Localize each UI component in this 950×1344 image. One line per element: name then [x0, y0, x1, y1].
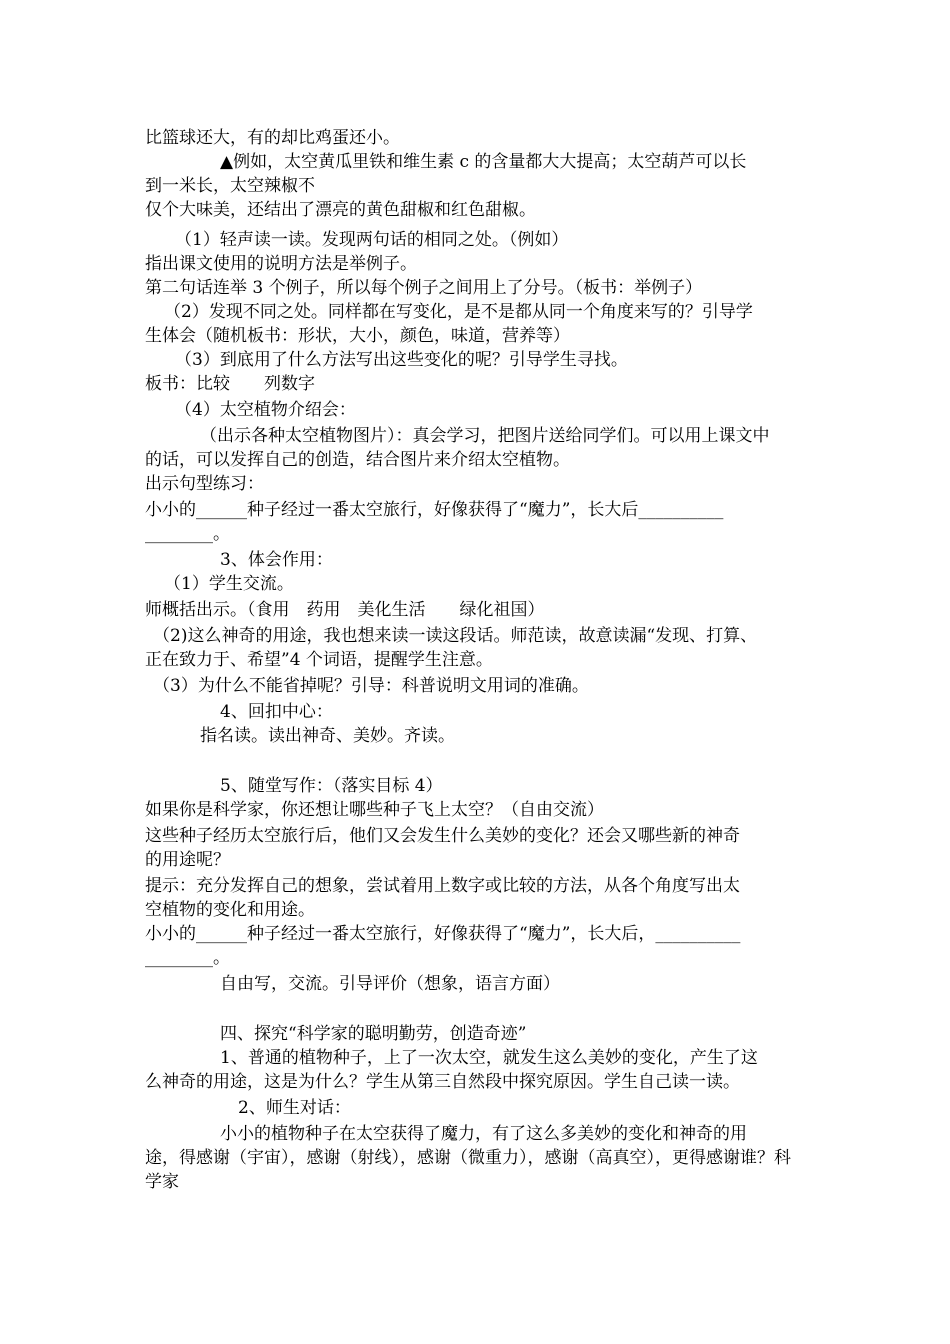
text-line: 比篮球还大，有的却比鸡蛋还小。	[145, 128, 400, 148]
text-line: 到一米长，太空辣椒不	[145, 176, 315, 196]
text-line: （4）太空植物介绍会：	[175, 400, 356, 420]
text-line: 生体会（随机板书：形状，大小，颜色，味道，营养等）	[145, 326, 570, 346]
text-line: 途，得感谢（宇宙），感谢（射线），感谢（微重力），感谢（高真空），更得感谢谁？科	[145, 1148, 791, 1168]
text-line: 第二句话连举 3 个例子，所以每个例子之间用上了分号。（板书：举例子）	[145, 278, 703, 298]
text-line: 3、体会作用：	[220, 550, 333, 570]
text-line: 小小的植物种子在太空获得了魔力，有了这么多美妙的变化和神奇的用	[220, 1124, 747, 1144]
text-line: 如果你是科学家，你还想让哪些种子飞上太空？（自由交流）	[145, 800, 604, 820]
text-line: 学家	[145, 1172, 179, 1192]
text-line: （3）到底用了什么方法写出这些变化的呢？引导学生寻找。	[175, 350, 628, 370]
text-line: 小小的______种子经过一番太空旅行，好像获得了“魔力”，长大后，__________	[145, 924, 741, 944]
section-heading: 四、探究“科学家的聪明勤劳，创造奇迹”	[220, 1024, 527, 1044]
text-line: ________。	[145, 524, 230, 544]
text-line: 这些种子经历太空旅行后，他们又会发生什么美妙的变化？还会又哪些新的神奇	[145, 826, 740, 846]
text-line: 师概括出示。（食用 药用 美化生活 绿化祖国）	[145, 600, 545, 620]
text-line: 1、普通的植物种子，上了一次太空，就发生这么美妙的变化，产生了这	[220, 1048, 758, 1068]
text-line: 么神奇的用途，这是为什么？学生从第三自然段中探究原因。学生自己读一读。	[145, 1072, 740, 1092]
text-line: （1）学生交流。	[164, 574, 294, 594]
text-line: 4、回扣中心：	[220, 702, 333, 722]
text-line: 仅个大味美，还结出了漂亮的黄色甜椒和红色甜椒。	[145, 200, 536, 220]
text-line: 提示：充分发挥自己的想象，尝试着用上数字或比较的方法，从各个角度写出太	[145, 876, 740, 896]
text-line: 2、师生对话：	[238, 1098, 351, 1118]
text-line: 板书：比较 列数字	[145, 374, 315, 394]
text-line: 小小的______种子经过一番太空旅行，好像获得了“魔力”，长大后__________	[145, 500, 724, 520]
text-line: 的用途呢？	[145, 850, 230, 870]
text-line: 的话，可以发挥自己的创造，结合图片来介绍太空植物。	[145, 450, 570, 470]
text-line: （出示各种太空植物图片）：真会学习，把图片送给同学们。可以用上课文中	[200, 426, 770, 446]
text-line: （1）轻声读一读。发现两句话的相同之处。（例如）	[175, 230, 569, 250]
text-line: （2）发现不同之处。同样都在写变化，是不是都从同一个角度来写的？引导学	[164, 302, 753, 322]
text-line: ________。	[145, 948, 230, 968]
text-line: 自由写，交流。引导评价（想象，语言方面）	[220, 974, 560, 994]
text-line: 出示句型练习：	[145, 474, 264, 494]
text-line: （3）为什么不能省掉呢？引导：科普说明文用词的准确。	[153, 676, 589, 696]
text-line: 5、随堂写作：（落实目标 4）	[220, 776, 443, 796]
text-line: 正在致力于、希望”4 个词语，提醒学生注意。	[145, 650, 493, 670]
text-line: 指名读。读出神奇、美妙。齐读。	[200, 726, 455, 746]
text-line: 指出课文使用的说明方法是举例子。	[145, 254, 417, 274]
text-line: 空植物的变化和用途。	[145, 900, 315, 920]
text-line: ▲例如，太空黄瓜里铁和维生素 c 的含量都大大提高；太空葫芦可以长	[220, 152, 747, 172]
text-line: （2)这么神奇的用途，我也想来读一读这段话。师范读，故意读漏“发现、打算、	[153, 626, 758, 646]
